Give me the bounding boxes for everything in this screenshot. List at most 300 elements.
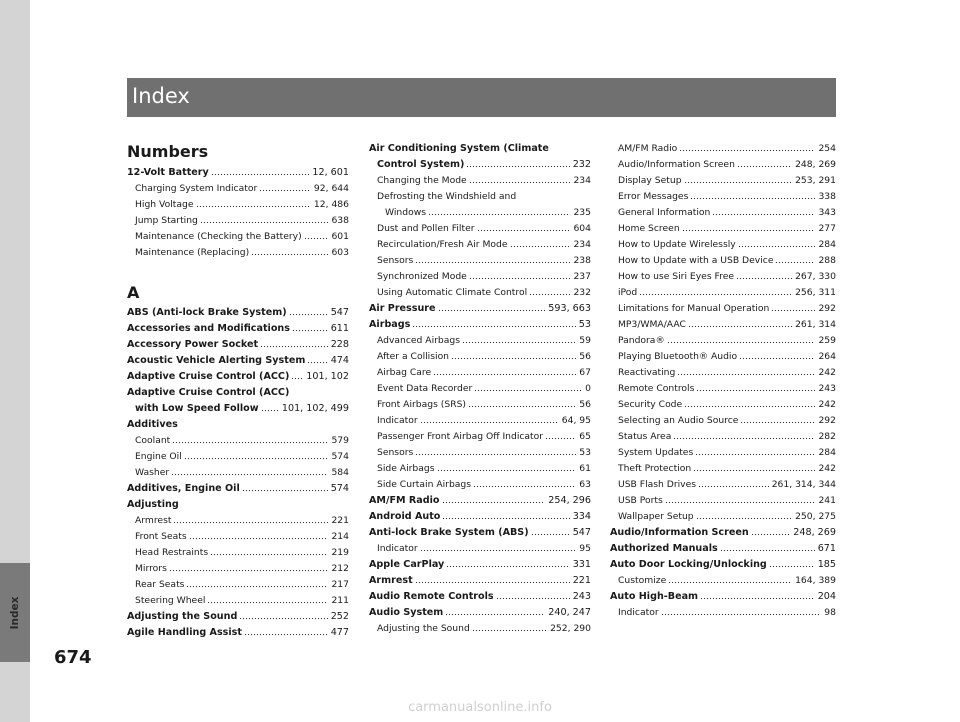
index-term: Auto Door Locking/Unlocking: [610, 559, 767, 570]
index-term: Android Auto: [369, 511, 441, 522]
index-entry-indicator: [369, 538, 591, 554]
index-term: Air Conditioning System (Climate: [369, 143, 549, 154]
leader-dots: [693, 469, 815, 472]
index-entry-additives-engine-oil: [127, 478, 349, 494]
index-entry-how-to-update-with-a-usb-device: [610, 250, 836, 266]
index-entry-sensors: [369, 250, 591, 266]
index-term: Changing the Mode: [377, 175, 467, 186]
index-term: 12-Volt Battery: [127, 167, 209, 178]
index-entry-security-code: [610, 394, 836, 410]
page-references: 243: [818, 383, 836, 394]
leader-dots: [445, 613, 545, 616]
leader-dots: [260, 345, 328, 348]
index-term: Home Screen: [618, 223, 680, 234]
index-entry-maintenance-replacing: [127, 242, 349, 258]
index-term: How to Update Wirelessly: [618, 239, 736, 250]
page-references: 338: [818, 191, 836, 202]
index-term: After a Collision: [377, 351, 450, 362]
index-entry-maintenance-checking-the-battery: [127, 226, 349, 242]
page-references: 638: [331, 215, 349, 226]
page-references: 259: [818, 335, 836, 346]
index-entry-agile-handling-assist: [127, 622, 349, 638]
leader-dots: [639, 293, 792, 296]
index-entry-sensors: [369, 442, 591, 458]
leader-dots: [169, 569, 329, 572]
index-entry-defrosting-the-windshield-and: [369, 186, 591, 202]
index-entry-side-airbags: [369, 458, 591, 474]
index-term: Adaptive Cruise Control (ACC): [127, 387, 290, 398]
leader-dots: [412, 325, 575, 328]
page-references: 185: [817, 559, 836, 570]
index-term: Air Pressure: [369, 303, 436, 314]
index-term: Maintenance (Checking the Battery): [135, 231, 302, 242]
index-term: Apple CarPlay: [369, 559, 445, 570]
leader-dots: [189, 537, 329, 540]
page-references: 250, 275: [795, 511, 836, 522]
index-term: Armrest: [369, 575, 413, 586]
page-references: 53: [578, 319, 591, 330]
leader-dots: [474, 389, 582, 392]
index-entry-charging-system-indicator: [127, 178, 349, 194]
index-entry-passenger-front-airbag-off-indicator: [369, 426, 591, 442]
index-term: Audio/Information Screen: [618, 159, 735, 170]
page-references: 101, 102: [306, 371, 349, 382]
page-references: 343: [818, 207, 836, 218]
leader-dots: [415, 261, 570, 264]
index-term: Control System): [377, 159, 465, 170]
index-entry-authorized-manuals: [610, 538, 836, 554]
index-term: Adaptive Cruise Control (ACC): [127, 371, 290, 382]
page-references: 331: [572, 559, 591, 570]
index-term: Defrosting the Windshield and: [377, 191, 517, 202]
page-references: 671: [817, 543, 836, 554]
page-title: Index: [132, 84, 190, 108]
leader-dots: [736, 277, 792, 280]
page-number: 674: [54, 647, 92, 668]
index-term: Mirrors: [135, 563, 167, 574]
index-entry-rear-seats: [127, 574, 349, 590]
page-references: 243: [572, 591, 591, 602]
index-entry-event-data-recorder: [369, 378, 591, 394]
index-entry-mirrors: [127, 558, 349, 574]
index-term: Agile Handling Assist: [127, 627, 242, 638]
index-entry-anti-lock-brake-system-abs: [369, 522, 591, 538]
leader-dots: [469, 181, 571, 184]
index-term: Status Area: [618, 431, 672, 442]
leader-dots: [415, 453, 576, 456]
leader-dots: [545, 437, 576, 440]
index-entry-system-updates: [610, 442, 836, 458]
index-term: Advanced Airbags: [377, 335, 460, 346]
page-references: 212: [331, 563, 349, 574]
leader-dots: [737, 165, 792, 168]
index-term: Limitations for Manual Operation: [618, 303, 770, 314]
leader-dots: [186, 585, 328, 588]
leader-dots: [473, 485, 576, 488]
index-term: Adjusting: [127, 499, 179, 510]
page-references: 248, 269: [793, 527, 836, 538]
index-term: Recirculation/Fresh Air Mode: [377, 239, 508, 250]
leader-dots: [438, 309, 546, 312]
page-references: 232: [572, 159, 591, 170]
index-entry-ipod: [610, 282, 836, 298]
index-entry-status-area: [610, 426, 836, 442]
leader-dots: [668, 581, 792, 584]
leader-dots: [171, 473, 328, 476]
index-entry-with-low-speed-follow: [127, 398, 349, 414]
index-entry-apple-carplay: [369, 554, 591, 570]
leader-dots: [739, 357, 815, 360]
index-term: Using Automatic Climate Control: [377, 287, 528, 298]
page-references: 211: [331, 595, 349, 606]
leader-dots: [740, 421, 815, 424]
leader-dots: [210, 553, 328, 556]
leader-dots: [472, 629, 547, 632]
leader-dots: [239, 617, 327, 620]
index-term: Indicator: [377, 415, 418, 426]
index-entry-general-information: [610, 202, 836, 218]
index-term: AM/FM Radio: [618, 143, 678, 154]
index-entry-adjusting: [127, 494, 349, 510]
index-entry-synchronized-mode: [369, 266, 591, 282]
index-entry-airbag-care: [369, 362, 591, 378]
leader-dots: [462, 341, 576, 344]
leader-dots: [738, 245, 816, 248]
page-references: 214: [331, 531, 349, 542]
page-references: 604: [573, 223, 591, 234]
index-term: Sensors: [377, 447, 414, 458]
index-entry-side-curtain-airbags: [369, 474, 591, 490]
page-references: 61: [579, 463, 591, 474]
page-references: 64, 95: [561, 415, 591, 426]
leader-dots: [442, 517, 569, 520]
index-term: Audio System: [369, 607, 444, 618]
page-references: 95: [579, 543, 591, 554]
index-entry-auto-door-locking-unlocking: [610, 554, 836, 570]
page-references: 242: [818, 367, 836, 378]
index-entry-how-to-update-wirelessly: [610, 234, 836, 250]
leader-dots: [466, 165, 569, 168]
page-references: 92, 644: [313, 183, 349, 194]
index-term: Selecting an Audio Source: [618, 415, 739, 426]
index-entry-indicator: [369, 410, 591, 426]
page-references: 611: [330, 323, 349, 334]
index-term: Authorized Manuals: [610, 543, 718, 554]
index-entry-how-to-use-siri-eyes-free: [610, 266, 836, 282]
index-entry-12-volt-battery: [127, 162, 349, 178]
index-entry-jump-starting: [127, 210, 349, 226]
index-term: Security Code: [618, 399, 683, 410]
page-references: 292: [818, 303, 836, 314]
index-term: Acoustic Vehicle Alerting System: [127, 355, 306, 366]
index-entry-acoustic-vehicle-alerting-system: [127, 350, 349, 366]
index-term: Jump Starting: [135, 215, 198, 226]
leader-dots: [720, 549, 815, 552]
index-term: A: [127, 283, 140, 302]
index-entry-wallpaper-setup: [610, 506, 836, 522]
page-references: 242: [818, 463, 836, 474]
index-entry-am-fm-radio: [610, 138, 836, 154]
index-term: Dust and Pollen Filter: [377, 223, 475, 234]
index-term: System Updates: [618, 447, 694, 458]
index-term: Indicator: [377, 543, 418, 554]
page-references: 547: [572, 527, 591, 538]
index-entry-playing-bluetooth-audio: [610, 346, 836, 362]
index-term: Wallpaper Setup: [618, 511, 694, 522]
index-entry-changing-the-mode: [369, 170, 591, 186]
leader-dots: [196, 205, 311, 208]
index-term: iPod: [618, 287, 638, 298]
index-term: High Voltage: [135, 199, 194, 210]
section-heading: [127, 139, 349, 161]
index-term: Armrest: [135, 515, 172, 526]
index-term: Customize: [618, 575, 667, 586]
leader-dots: [292, 329, 328, 332]
page-references: 256, 311: [795, 287, 836, 298]
page-references: 53: [579, 447, 591, 458]
leader-dots: [184, 457, 329, 460]
index-entry-audio-system: [369, 602, 591, 618]
leader-dots: [261, 409, 279, 412]
leader-dots: [415, 581, 570, 584]
index-term: ABS (Anti-lock Brake System): [127, 307, 287, 318]
page-references: 241: [818, 495, 836, 506]
index-entry-additives: [127, 414, 349, 430]
index-entry-windows: [369, 202, 591, 218]
index-term: MP3/WMA/AAC: [618, 319, 686, 330]
index-term: Reactivating: [618, 367, 676, 378]
section-heading: [127, 280, 349, 302]
page-references: 164, 389: [795, 575, 836, 586]
index-entry-control-system: [369, 154, 591, 170]
page-references: 284: [818, 239, 836, 250]
index-entry-am-fm-radio: [369, 490, 591, 506]
leader-dots: [496, 597, 570, 600]
page-references: 65: [579, 431, 591, 442]
page-references: 221: [331, 515, 349, 526]
page-references: 252: [330, 611, 349, 622]
leader-dots: [696, 389, 815, 392]
page-references: 232: [573, 287, 591, 298]
leader-dots: [688, 325, 792, 328]
index-term: Numbers: [127, 142, 209, 161]
index-entry-usb-ports: [610, 490, 836, 506]
page-references: 584: [331, 467, 349, 478]
index-entry-pandora: [610, 330, 836, 346]
leader-dots: [433, 373, 576, 376]
side-tab: [0, 0, 30, 722]
leader-dots: [682, 229, 816, 232]
page-references: 234: [573, 175, 591, 186]
index-entry-selecting-an-audio-source: [610, 410, 836, 426]
page-references: 288: [818, 255, 836, 266]
page-references: 56: [579, 399, 591, 410]
index-term: Maintenance (Replacing): [135, 247, 250, 258]
index-term: Pandora®: [618, 335, 665, 346]
leader-dots: [207, 601, 328, 604]
leader-dots: [712, 213, 815, 216]
index-term: Coolant: [135, 435, 171, 446]
page-references: 101, 102, 499: [281, 403, 349, 414]
page-references: 228: [330, 339, 349, 350]
index-term: Steering Wheel: [135, 595, 206, 606]
index-term: Charging System Indicator: [135, 183, 258, 194]
index-entry-adjusting-the-sound: [127, 606, 349, 622]
index-entry-accessories-and-modifications: [127, 318, 349, 334]
leader-dots: [684, 181, 793, 184]
page-references: 261, 314, 344: [771, 479, 836, 490]
index-entry-error-messages: [610, 186, 836, 202]
page-references: 477: [330, 627, 349, 638]
index-term: with Low Speed Follow: [135, 403, 259, 414]
index-term: Theft Protection: [618, 463, 692, 474]
leader-dots: [259, 189, 311, 192]
index-term: Playing Bluetooth® Audio: [618, 351, 738, 362]
leader-dots: [442, 501, 546, 504]
index-term: Windows: [385, 207, 427, 218]
page-references: 235: [573, 207, 591, 218]
leader-dots: [200, 221, 329, 224]
page-references: 267, 330: [795, 271, 836, 282]
page-references: 603: [331, 247, 349, 258]
index-entry-coolant: [127, 430, 349, 446]
leader-dots: [173, 521, 328, 524]
leader-dots: [667, 341, 816, 344]
page-references: 282: [818, 431, 836, 442]
index-entry-armrest: [369, 570, 591, 586]
page-references: 12, 486: [313, 199, 349, 210]
index-entry-steering-wheel: [127, 590, 349, 606]
index-term: Front Airbags (SRS): [377, 399, 466, 410]
index-term: Remote Controls: [618, 383, 695, 394]
index-term: How to Update with a USB Device: [618, 255, 774, 266]
page-references: 204: [817, 591, 836, 602]
index-entry-using-automatic-climate-control: [369, 282, 591, 298]
page-references: 234: [573, 239, 591, 250]
page-references: 574: [331, 451, 349, 462]
leader-dots: [684, 405, 815, 408]
index-entry-display-setup: [610, 170, 836, 186]
index-term: Front Seats: [135, 531, 187, 542]
index-entry-mp3-wma-aac: [610, 314, 836, 330]
page-references: 254: [818, 143, 836, 154]
page-references: 547: [330, 307, 349, 318]
index-term: Adjusting the Sound: [127, 611, 238, 622]
page-title-bar: [127, 78, 836, 117]
index-entry-air-conditioning-system-climate: [369, 138, 591, 154]
index-term: Auto High-Beam: [610, 591, 699, 602]
index-entry-limitations-for-manual-operation: [610, 298, 836, 314]
index-entry-high-voltage: [127, 194, 349, 210]
leader-dots: [420, 549, 577, 552]
index-entry-front-seats: [127, 526, 349, 542]
leader-dots: [665, 501, 816, 504]
index-entry-theft-protection: [610, 458, 836, 474]
index-term: Engine Oil: [135, 451, 182, 462]
leader-dots: [700, 597, 815, 600]
index-term: Side Airbags: [377, 463, 435, 474]
index-term: USB Ports: [618, 495, 663, 506]
index-term: Rear Seats: [135, 579, 185, 590]
index-entry-head-restraints: [127, 542, 349, 558]
page-references: 254, 296: [548, 495, 591, 506]
index-entry-usb-flash-drives: [610, 474, 836, 490]
index-entry-audio-information-screen: [610, 522, 836, 538]
leader-dots: [437, 469, 577, 472]
page-references: 284: [818, 447, 836, 458]
index-term: Audio Remote Controls: [369, 591, 494, 602]
index-entry-adaptive-cruise-control-acc: [127, 382, 349, 398]
index-term: Passenger Front Airbag Off Indicator: [377, 431, 544, 442]
index-entry-recirculation-fresh-air-mode: [369, 234, 591, 250]
index-entry-home-screen: [610, 218, 836, 234]
page-references: 601: [331, 231, 349, 242]
page-references: 237: [573, 271, 591, 282]
index-entry-armrest: [127, 510, 349, 526]
leader-dots: [477, 229, 571, 232]
index-term: Event Data Recorder: [377, 383, 473, 394]
page-references: 217: [331, 579, 349, 590]
index-term: Side Curtain Airbags: [377, 479, 472, 490]
page-references: 56: [579, 351, 591, 362]
leader-dots: [251, 253, 328, 256]
page-references: 0: [585, 383, 591, 394]
page-references: 277: [818, 223, 836, 234]
index-term: Accessory Power Socket: [127, 339, 259, 350]
page-references: 264: [818, 351, 836, 362]
leader-dots: [769, 565, 815, 568]
leader-dots: [446, 565, 569, 568]
leader-dots: [510, 245, 571, 248]
leader-dots: [529, 293, 570, 296]
page-references: 221: [572, 575, 591, 586]
index-term: Accessories and Modifications: [127, 323, 290, 334]
index-term: Additives, Engine Oil: [127, 483, 240, 494]
index-term: Error Messages: [618, 191, 689, 202]
leader-dots: [211, 173, 310, 176]
leader-dots: [469, 277, 571, 280]
index-entry-after-a-collision: [369, 346, 591, 362]
leader-dots: [677, 373, 815, 376]
index-entry-indicator: [610, 602, 836, 618]
index-term: Airbags: [369, 319, 411, 330]
leader-dots: [307, 361, 327, 364]
index-term: How to use Siri Eyes Free: [618, 271, 735, 282]
leader-dots: [679, 149, 815, 152]
page-references: 593, 663: [548, 303, 591, 314]
index-term: Indicator: [618, 607, 659, 618]
page-references: 238: [573, 255, 591, 266]
page-references: 474: [330, 355, 349, 366]
leader-dots: [673, 437, 815, 440]
index-entry-advanced-airbags: [369, 330, 591, 346]
leader-dots: [695, 453, 815, 456]
leader-dots: [172, 441, 328, 444]
page-references: 248, 269: [795, 159, 836, 170]
index-entry-auto-high-beam: [610, 586, 836, 602]
index-term: Audio/Information Screen: [610, 527, 749, 538]
index-term: Sensors: [377, 255, 414, 266]
index-term: Washer: [135, 467, 170, 478]
leader-dots: [698, 485, 769, 488]
index-entry-engine-oil: [127, 446, 349, 462]
page-references: 252, 290: [550, 623, 591, 634]
page-references: 253, 291: [795, 175, 836, 186]
page-references: 98: [824, 607, 836, 618]
leader-dots: [291, 377, 303, 380]
leader-dots: [451, 357, 576, 360]
index-term: Display Setup: [618, 175, 682, 186]
